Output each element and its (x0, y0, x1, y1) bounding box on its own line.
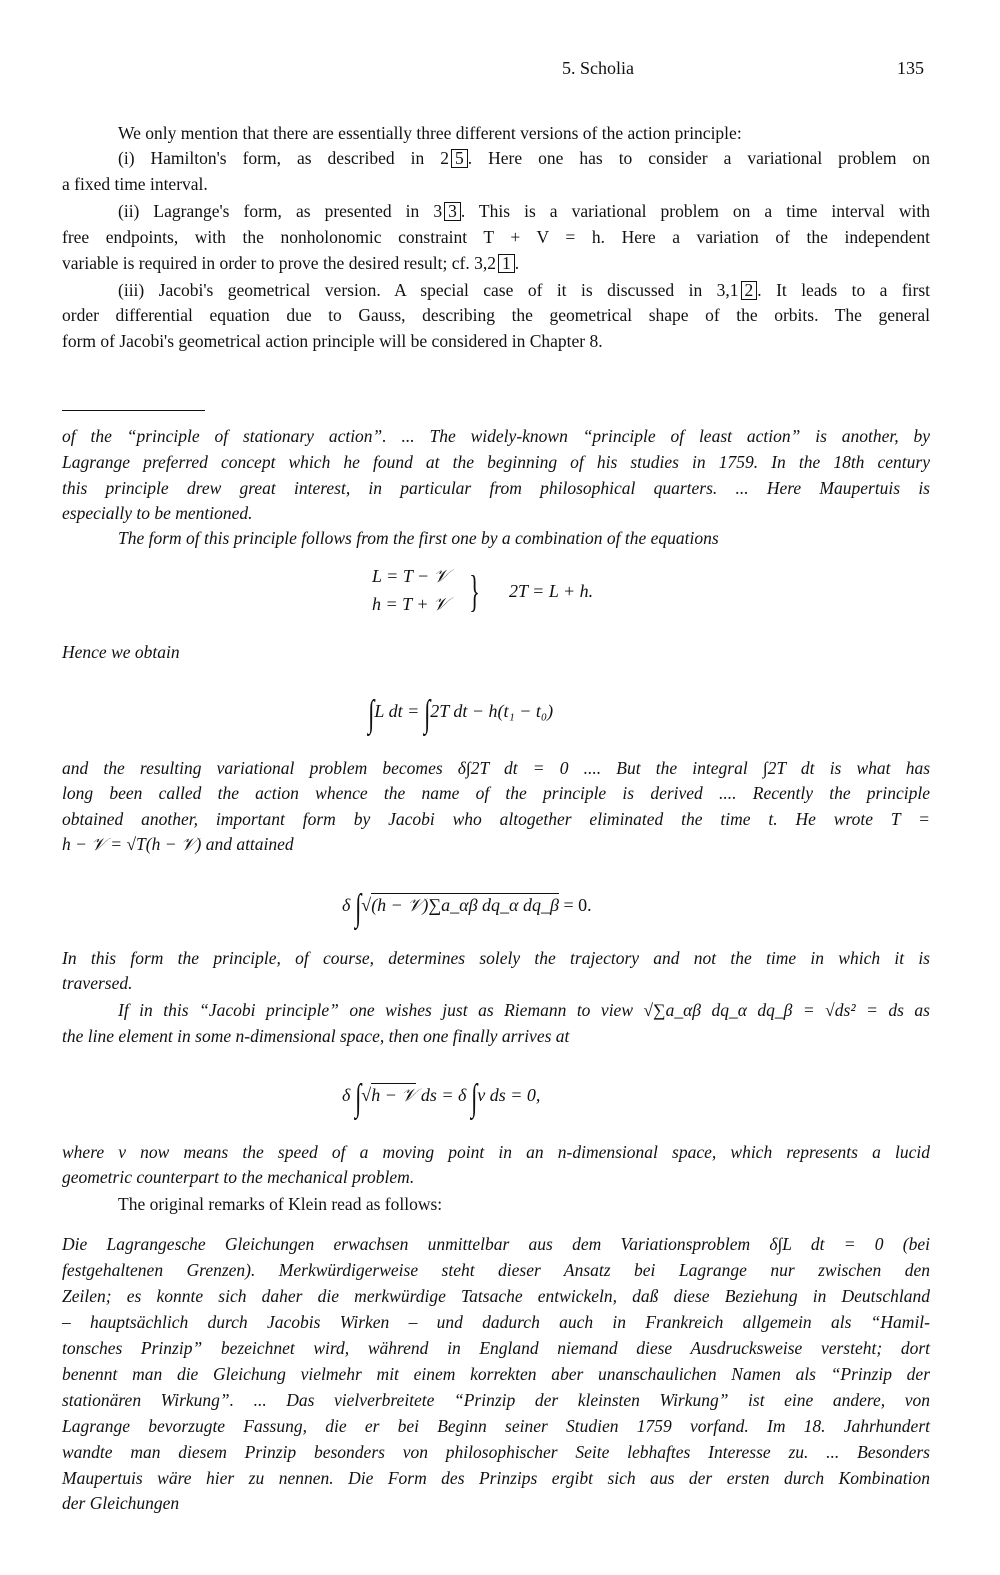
text-line (62, 1140, 930, 1164)
text-segment: . Here one has to consider a variational problem on (467, 148, 930, 168)
text-segment: Lagrange bevorzugte Fassung, die er bei Beginn seiner Studien 1759 vorfand. Im 18. Jahrhundert (62, 1416, 930, 1436)
running-header-section: 5. Scholia (562, 58, 634, 78)
radicand: (h − 𝒱)∑a_αβ dq_α dq_β (371, 895, 559, 915)
right-brace: } (469, 567, 480, 616)
text-line (62, 1284, 930, 1308)
reference-box: 3 (444, 202, 461, 221)
equation-jacobi: δ ∫√(h − 𝒱)∑a_αβ dq_α dq_β = 0. (342, 887, 592, 929)
footnote-rule (62, 410, 205, 411)
text-line (118, 998, 930, 1022)
text-line (118, 199, 930, 223)
integral-sign: ∫ (354, 887, 362, 929)
text-segment: long been called the action whence the name of the principle is derived .... Recently the principle (62, 783, 930, 803)
text-segment: order differential equation due to Gauss, describing the geometrical shape of the orbits. The general (62, 305, 930, 325)
text-line (62, 640, 930, 664)
eq-rhs: 2T = L + h. (509, 581, 594, 601)
text-line (62, 501, 930, 525)
equation-integral-l (368, 692, 553, 736)
text-segment: Die Lagrangesche Gleichungen erwachsen unmittelbar aus dem Variationsproblem δ∫L dt = 0 (bei (62, 1234, 930, 1254)
text-segment: h − 𝒱 = √T(h − 𝒱) and attained (62, 834, 294, 854)
reference-box: 1 (498, 254, 515, 273)
text-line (118, 526, 930, 550)
text-segment: stationären Wirkung”. ... Das vielverbreitete “Prinzip der kleinsten Wirkung” ist eine andere, von (62, 1390, 930, 1410)
integral-sign: ∫ (423, 693, 431, 735)
reference-box: 2 (741, 281, 758, 300)
text-segment: The form of this principle follows from the first one by a combination of the equations (118, 528, 719, 548)
text-segment: where v now means the speed of a moving point in an n-dimensional space, which represents a lucid (62, 1142, 930, 1162)
text-segment: . (514, 253, 520, 273)
text-segment: We only mention that there are essentially three different versions of the action principle: (118, 123, 742, 143)
delta: δ (342, 1085, 351, 1105)
text-line (62, 1310, 930, 1334)
integral-sign: ∫ (354, 1077, 362, 1119)
text-segment: festgehaltenen Grenzen). Merkwürdigerweise steht dieser Ansatz bei Lagrange nur zwischen den (62, 1260, 930, 1280)
text-segment: geometric counterpart to the mechanical problem. (62, 1167, 415, 1187)
eq-rhs: 2T dt − h(t₁ − t₀) (430, 701, 554, 721)
text-line (62, 971, 930, 995)
text-line (62, 225, 930, 249)
text-segment: obtained another, important form by Jacobi who altogether eliminated the time t. He wrote T = (62, 809, 930, 829)
eq-mid: ds = δ (420, 1085, 467, 1105)
text-segment: Maupertuis wäre hier zu nennen. Die Form des Prinzips ergibt sich aus der ersten durch Kombination (62, 1468, 930, 1488)
text-line (118, 146, 930, 170)
text-segment: a fixed time interval. (62, 174, 208, 194)
text-segment: free endpoints, with the nonholonomic constraint T + V = h. Here a variation of the independent (62, 227, 930, 247)
text-segment: the line element in some n-dimensional space, then one finally arrives at (62, 1026, 570, 1046)
text-line (62, 1336, 930, 1360)
text-segment: The original remarks of Klein read as follows: (118, 1194, 443, 1214)
text-segment: In this form the principle, of course, determines solely the trajectory and not the time in which it is (62, 948, 930, 968)
text-line (118, 121, 930, 145)
integral-sign: ∫ (368, 693, 375, 735)
text-line (62, 450, 930, 474)
text-segment: (ii) Lagrange's form, as presented in 3 (118, 201, 443, 221)
text-segment: of the “principle of stationary action”. ... The widely-known “principle of least action” is another, by (62, 426, 930, 446)
text-segment: and the resulting variational problem becomes δ∫2T dt = 0 .... But the integral ∫2T dt is what has (62, 758, 930, 778)
text-line (62, 424, 930, 448)
text-line (62, 172, 930, 196)
text-line (62, 832, 930, 856)
delta: δ (342, 895, 351, 915)
text-line (62, 303, 930, 327)
text-segment: this principle drew great interest, in particular from philosophical quarters. ... Here Maupertuis is (62, 478, 930, 498)
eq-line-1: L = T − 𝒱 (372, 566, 449, 586)
text-segment: (iii) Jacobi's geometrical version. A special case of it is discussed in 3,1 (118, 280, 739, 300)
text-line (62, 251, 930, 275)
eq-end: v ds = 0, (477, 1085, 541, 1105)
text-segment: wandte man diesem Prinzip besonders von philosophischer Seite lebhaftes Interesse zu. ... Besonders (62, 1442, 930, 1462)
text-segment: (i) Hamilton's form, as described in 2 (118, 148, 449, 168)
text-segment: Zeilen; es konnte sich daher die merkwürdige Tatsache entwickeln, daß diese Beziehung in Deutschland (62, 1286, 930, 1306)
text-line (62, 1440, 930, 1464)
text-segment: tonsches Prinzip” bezeichnet wird, während in England niemand diese Ausdrucksweise versteht; dort (62, 1338, 930, 1358)
text-line (62, 1491, 930, 1515)
text-line (62, 807, 930, 831)
text-line (62, 781, 930, 805)
text-line (62, 1024, 930, 1048)
text-line (118, 1192, 930, 1216)
eq-line-2: h = T + 𝒱 (372, 594, 448, 614)
text-line (62, 1362, 930, 1386)
text-line (62, 946, 930, 970)
text-line (62, 756, 930, 780)
equation-riemann: δ ∫√h − 𝒱 ds = δ ∫v ds = 0, (342, 1077, 541, 1119)
text-segment: benennt man die Gleichung vielmehr mit einem korrekten aber unanschaulichen Namen als “Prinzip der (62, 1364, 930, 1384)
text-segment: Lagrange preferred concept which he found at the beginning of his studies in 1759. In the 18th century (62, 452, 930, 472)
text-segment: der Gleichungen (62, 1493, 180, 1513)
text-line (62, 1258, 930, 1282)
text-segment: If in this “Jacobi principle” one wishes just as Riemann to view √∑a_αβ dq_α dq_β = √ds² = ds as (118, 1000, 930, 1020)
text-line (62, 476, 930, 500)
integral-sign: ∫ (470, 1077, 478, 1119)
eq-lhs: L dt = (374, 701, 420, 721)
text-line (118, 278, 930, 302)
page-number: 135 (897, 58, 924, 78)
text-segment: especially to be mentioned. (62, 503, 253, 523)
text-line (62, 1466, 930, 1490)
reference-box: 5 (451, 149, 468, 168)
text-segment: variable is required in order to prove the desired result; cf. 3,2 (62, 253, 496, 273)
text-segment: form of Jacobi's geometrical action principle will be considered in Chapter 8. (62, 331, 603, 351)
text-line (62, 1165, 930, 1189)
text-segment: – hauptsächlich durch Jacobis Wirken – und dadurch auch in Frankreich allgemein als “Hamil- (62, 1312, 930, 1332)
text-segment: Hence we obtain (62, 642, 180, 662)
radicand: h − 𝒱 (371, 1085, 417, 1105)
text-line (62, 1414, 930, 1438)
eq-end: = 0. (563, 895, 592, 915)
text-segment: . It leads to a first (757, 280, 931, 300)
text-line (62, 1388, 930, 1412)
text-line (62, 329, 930, 353)
text-segment: traversed. (62, 973, 133, 993)
text-segment: . This is a variational problem on a time interval with (460, 201, 930, 221)
text-line (62, 1232, 930, 1256)
